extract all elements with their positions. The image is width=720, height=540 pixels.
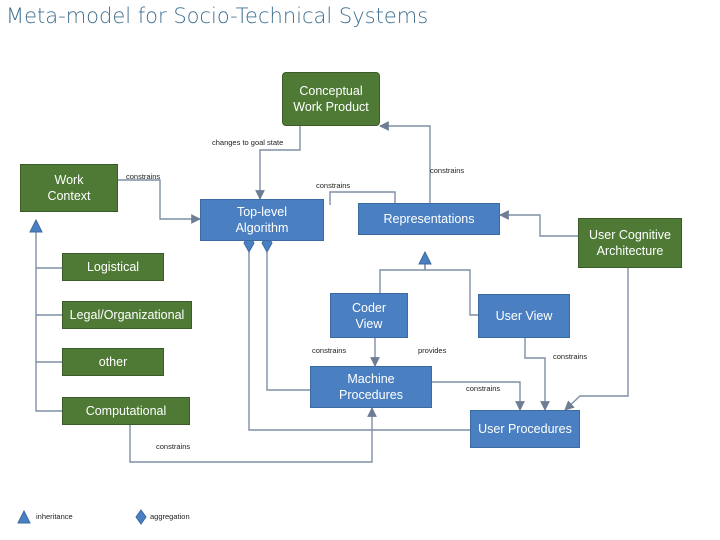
edge-inheritance-trunk (36, 232, 62, 411)
inheritance-triangle-representations (419, 252, 431, 264)
label-constrains-top-level: constrains (316, 181, 351, 190)
label-constrains-work-context: constrains (126, 172, 161, 181)
edge-representations-to-coder-view (380, 264, 425, 293)
edge-changes-to-goal-state (260, 126, 300, 199)
edge-cognitive-to-user-procedures (565, 268, 628, 410)
node-conceptual-work-product: Conceptual Work Product (282, 72, 380, 126)
node-logistical: Logistical (62, 253, 164, 281)
node-work-context: Work Context (20, 164, 118, 212)
node-machine-procedures: Machine Procedures (310, 366, 432, 408)
node-top-level-algorithm: Top-level Algorithm (200, 199, 324, 241)
legend-inheritance-label: inheritance (36, 512, 73, 521)
label-provides: provides (418, 346, 447, 355)
node-coder-view: Coder View (330, 293, 408, 338)
edge-user-view-to-user-procedures (525, 338, 545, 410)
node-user-procedures: User Procedures (470, 410, 580, 448)
legend-aggregation-label: aggregation (150, 512, 190, 521)
edge-representations-to-user-view (425, 264, 478, 315)
node-user-view: User View (478, 294, 570, 338)
legend-aggregation-icon (136, 510, 146, 524)
node-representations: Representations (358, 203, 500, 235)
edge-cognitive-to-representations (500, 215, 578, 236)
label-constrains-representations: constrains (430, 166, 465, 175)
legend-inheritance-icon (18, 511, 30, 523)
diagram-title: Meta-model for Socio-Technical Systems (6, 4, 429, 28)
node-user-cognitive-architecture: User Cognitive Architecture (578, 218, 682, 268)
node-legal-organizational: Legal/Organizational (62, 301, 192, 329)
label-constrains-user-view: constrains (553, 352, 588, 361)
label-constrains-computational: constrains (156, 442, 191, 451)
label-changes-to-goal-state: changes to goal state (212, 138, 284, 147)
node-computational: Computational (62, 397, 190, 425)
node-other: other (62, 348, 164, 376)
label-constrains-machine: constrains (466, 384, 501, 393)
edge-work-context-to-top-level (118, 180, 200, 219)
label-constrains-coder-view: constrains (312, 346, 347, 355)
inheritance-triangle-work-context (30, 220, 42, 232)
